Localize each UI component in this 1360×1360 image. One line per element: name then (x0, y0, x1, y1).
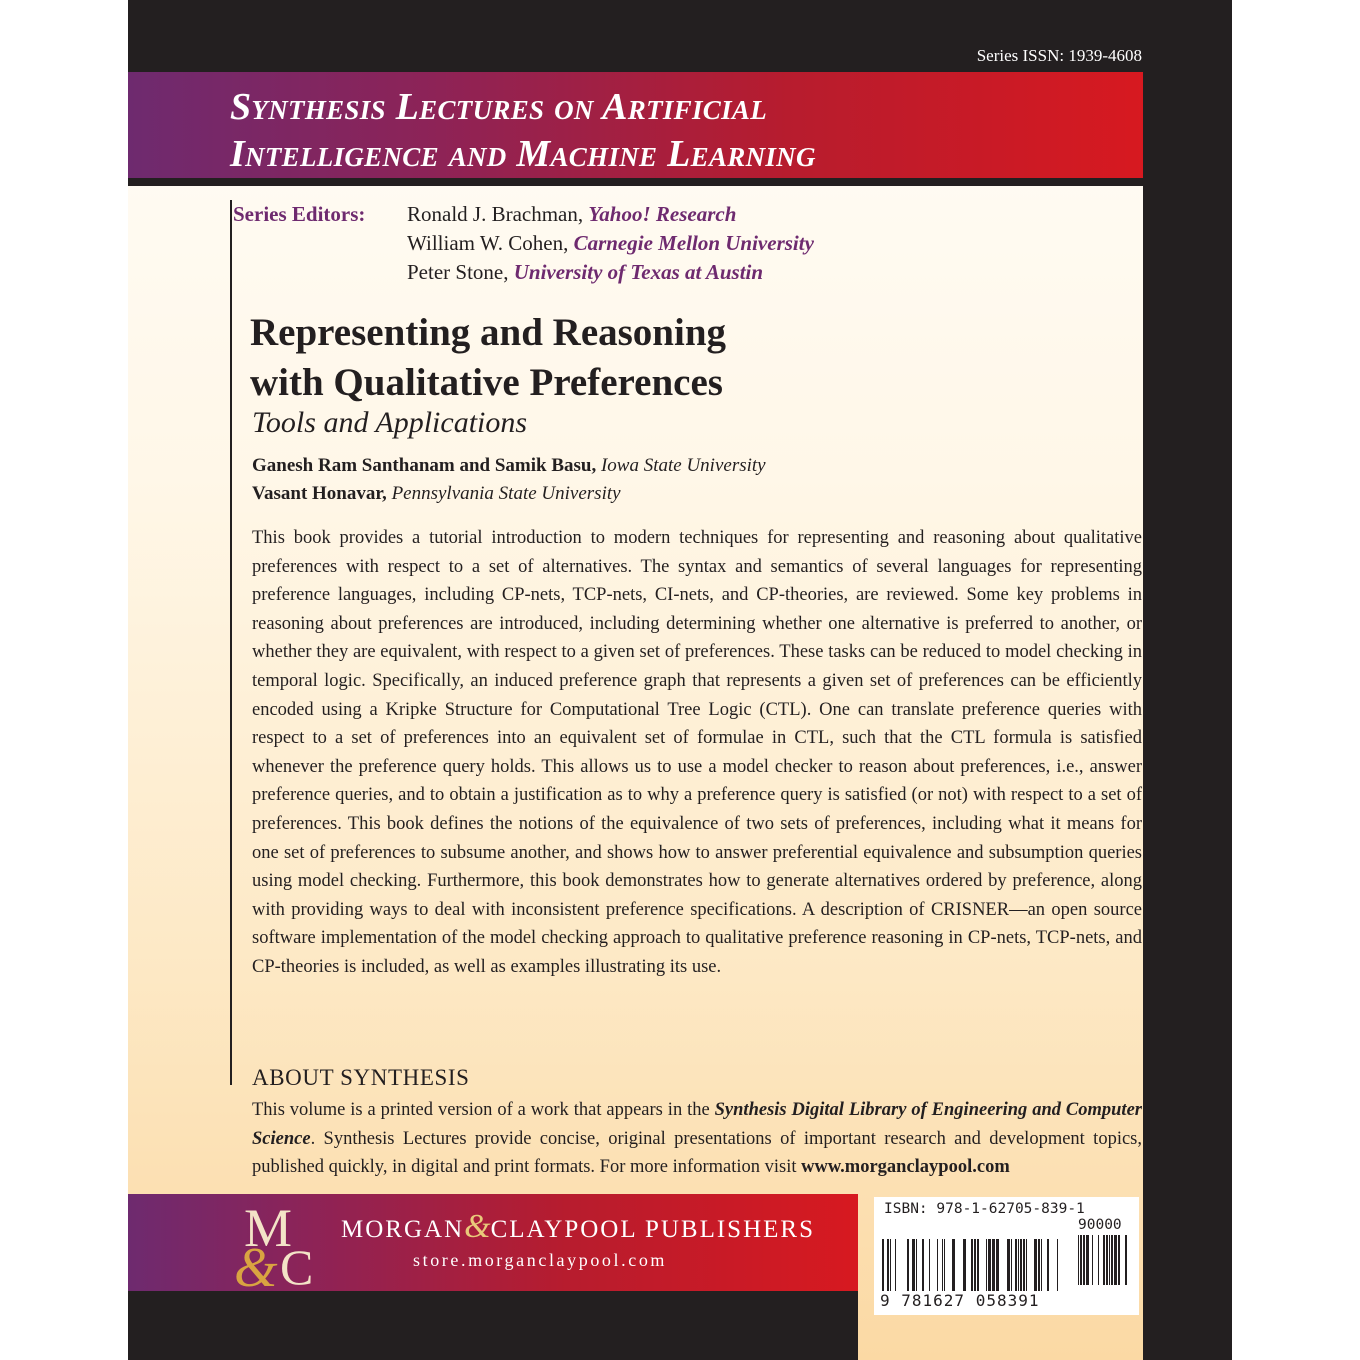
barcode-bar (977, 1239, 979, 1291)
barcode-bar (986, 1239, 987, 1291)
barcode-bar (971, 1239, 973, 1291)
isbn-text: ISBN: 978-1-62705-839-1 (884, 1201, 1085, 1217)
barcode-bar (1007, 1239, 1010, 1291)
barcode-bar (952, 1239, 955, 1291)
barcode-bar (963, 1239, 966, 1291)
publisher-name: MORGAN&CLAYPOOL PUBLISHERS (341, 1208, 815, 1245)
barcode-bar (1118, 1235, 1120, 1285)
right-black-strip (1143, 186, 1232, 1360)
logo-letter-m: M (244, 1198, 293, 1258)
book-title (250, 308, 726, 408)
logo-ampersand: & (234, 1237, 278, 1291)
barcode-bar (907, 1239, 909, 1291)
book-title-line2: with Qualitative Preferences (250, 361, 723, 404)
barcode-bar (887, 1239, 889, 1291)
editor-item: Peter Stone, University of Texas at Austin (407, 260, 764, 284)
barcode-bar (1083, 1235, 1085, 1285)
author-line: Vasant Honavar, Pennsylvania State University (252, 483, 621, 504)
morgan-claypool-logo (230, 1194, 330, 1291)
book-title-line1: Representing and Reasoning (250, 311, 727, 354)
series-editors-list (407, 200, 814, 287)
barcode-bar (996, 1239, 999, 1291)
barcode-bar (974, 1239, 976, 1291)
barcode-bar (1125, 1235, 1127, 1285)
barcode-bar (988, 1239, 991, 1291)
logo-letter-c: C (280, 1239, 314, 1291)
barcode-addon-text: 90000 (1078, 1217, 1122, 1233)
barcode-bar (1109, 1235, 1110, 1285)
barcode-bars (880, 1235, 1133, 1291)
series-title (230, 84, 816, 178)
barcode-bar (1086, 1235, 1089, 1285)
barcode-bar (1023, 1239, 1025, 1291)
barcode-bar (922, 1239, 924, 1291)
about-heading: ABOUT SYNTHESIS (252, 1065, 470, 1090)
barcode-bar (1106, 1235, 1108, 1285)
barcode-box (874, 1197, 1139, 1315)
barcode-bar (1034, 1239, 1037, 1291)
barcode-bar (1038, 1239, 1040, 1291)
barcode-bar (1015, 1239, 1017, 1291)
series-title-line2: Intelligence and Machine Learning (230, 133, 816, 175)
publisher-store-url[interactable]: store.morganclaypool.com (413, 1250, 668, 1270)
barcode-bar (1018, 1239, 1019, 1291)
book-subtitle: Tools and Applications (252, 406, 528, 439)
book-abstract: This book provides a tutorial introduction to modern techniques for representing and reasoning about qualitative preferences with respect to a set of alternatives. The syntax and semantics of several languages for representing preference languages, including CP-nets, TCP-nets, CI-nets, and CP-theories, are reviewed. Some key problems in reasoning about preferences are introduced, including determining whether one alternative is preferred to another, or whether they are equivalent, with respect to a given set of preferences. These tasks can be reduced to model checking in temporal logic. Specifically, an induced preference graph that represents a given set of preferences can be efficiently encoded using a Kripke Structure for Computational Tree Logic (CTL). One can translate preference queries with respect to a set of preferences into an equivalent set of formulae in CTL, such that the CTL formula is satisfied whenever the preference query holds. This allows us to use a model checker to reason about preferences, i.e., answer preference queries, and to obtain a justification as to why a preference query is satisfied (or not) with respect to a set of preferences. This book defines the notions of the equivalence of two sets of preferences, including what it means for one set of preferences to subsume another, and shows how to answer preferential equivalence and subsumption queries using model checking. Furthermore, this book demonstrates how to generate alternatives ordered by preference, along with providing ways to deal with inconsistent preference specifications. A description of CRISNER—an open source software implementation of the model checking approach to qualitative preference reasoning in CP-nets, TCP-nets, and CP-theories is included, as well as examples illustrating its use. (252, 528, 1142, 977)
barcode-bar (890, 1239, 891, 1291)
series-issn: Series ISSN: 1939-4608 (976, 46, 1142, 65)
barcode-bar (937, 1239, 938, 1291)
barcode-bar (1103, 1235, 1105, 1285)
barcode-bar (929, 1239, 930, 1291)
editor-item: William W. Cohen, Carnegie Mellon University (407, 231, 814, 255)
barcode-bar (1080, 1235, 1082, 1285)
barcode-bar (942, 1239, 943, 1291)
editor-item: Ronald J. Brachman, Yahoo! Research (407, 202, 737, 226)
series-title-line1: Synthesis Lectures on Artificial (230, 86, 767, 128)
barcode-bar (916, 1239, 917, 1291)
series-editors-label: Series Editors: (233, 202, 366, 226)
barcode-bar (992, 1239, 995, 1291)
barcode-bar (1020, 1239, 1022, 1291)
barcode-bar (1114, 1235, 1117, 1285)
barcode-bar (1047, 1239, 1049, 1291)
book-back-cover (128, 0, 1232, 1360)
barcode-bar (1057, 1239, 1058, 1291)
barcode-bar (912, 1239, 915, 1291)
barcode-bar (895, 1239, 896, 1291)
barcode-bar (1078, 1235, 1079, 1285)
about-text: This volume is a printed version of a work that appears in the Synthesis Digital Library of Engineering and Computer Science. Synthesis Lectures provide concise, original presentations of important research and development topics, published quickly, in digital and print formats. For more information visit www.morganclaypool.com (252, 1100, 1142, 1177)
vertical-rule (230, 200, 232, 1085)
barcode-bar (1011, 1239, 1012, 1291)
barcode-bar (882, 1239, 884, 1291)
ean-text: 9 781627 058391 (880, 1291, 1040, 1310)
barcode-bar (1092, 1235, 1093, 1285)
barcode-bar (1041, 1239, 1042, 1291)
barcode-bar (1098, 1235, 1099, 1285)
author-line: Ganesh Ram Santhanam and Samik Basu, Iowa State University (252, 455, 766, 476)
barcode-bar (1111, 1235, 1113, 1285)
website-link[interactable]: www.morganclaypool.com (801, 1157, 1010, 1177)
barcode-bar (944, 1239, 945, 1291)
barcode-bar (1026, 1239, 1027, 1291)
book-authors (252, 452, 766, 508)
library-name: Synthesis Digital Library of Engineering and Computer Science (252, 1100, 1142, 1149)
publisher-ampersand: & (464, 1208, 491, 1245)
